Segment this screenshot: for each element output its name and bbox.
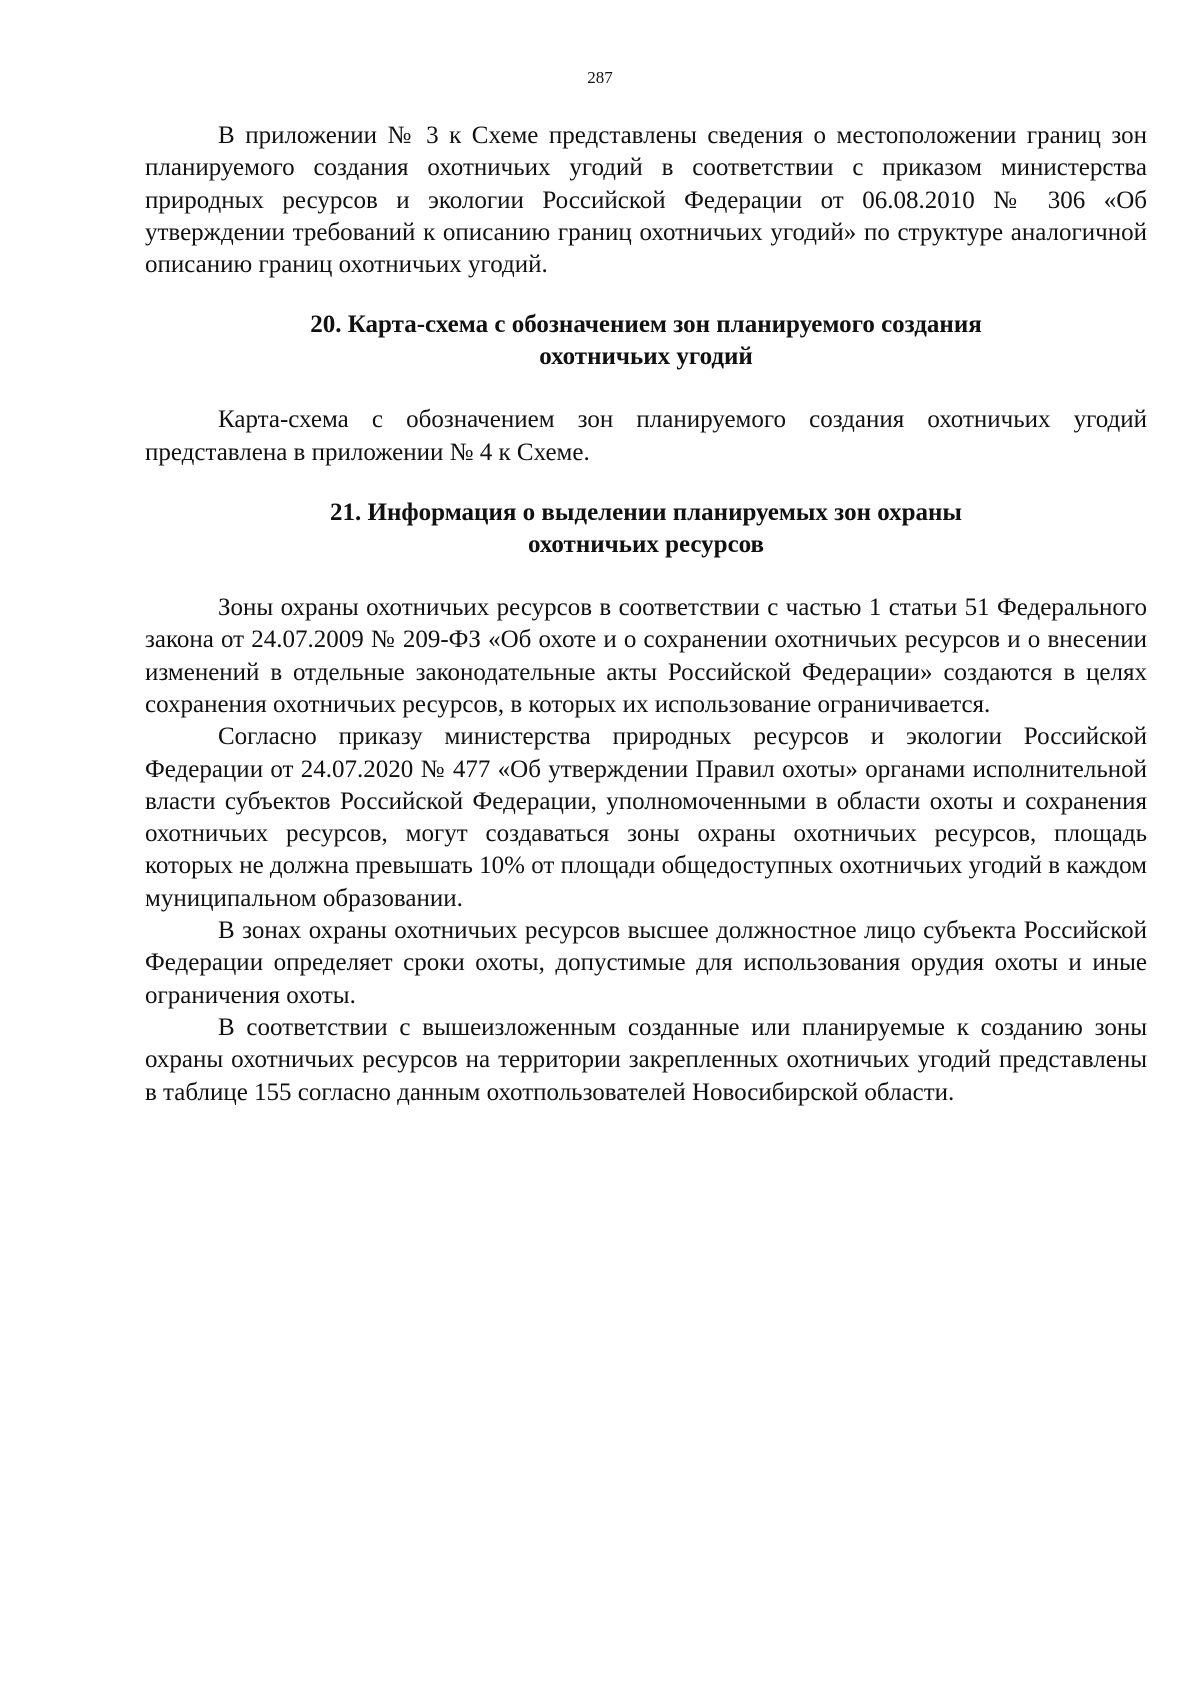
section-heading-21-line-1: 21. Информация о выделении планируемых зон охраны [330, 499, 962, 527]
paragraph-table-155: В соответствии с вышеизложенным созданные или планируемые к созданию зоны охраны охотничьих ресурсов на территории закрепленных охотничьих угодий представлены в таблице 155 согласно данным охотпользователей Новосибирской области. [145, 1013, 1147, 1106]
paragraph-hunting-restrictions: В зонах охраны охотничьих ресурсов высшее должностное лицо субъекта Российской Федерации определяет сроки охоты, допустимые для использования орудия охоты и иные ограничения охоты. [145, 917, 1147, 1009]
section-heading-20-line-1: 20. Карта-схема с обозначением зон планируемого создания [310, 311, 982, 339]
section-heading-21-line-2: охотничьих ресурсов [527, 531, 765, 559]
paragraph-map-scheme: Карта-схема с обозначением зон планируемого создания охотничьих угодий представлена в приложении № 4 к Схеме. [145, 406, 1147, 466]
paragraph-order-477: Согласно приказу министерства природных ресурсов и экологии Российской Федерации от 24.07.2020 № 477 «Об утверждении Правил охоты» органами исполнительной власти субъектов Российской Федерации, уполномоченными в области охоты и сохранения охотничьих ресурсов, могут создаваться зоны охраны охотничьих ресурсов, площадь которых не должна превышать 10% от площади общедоступных охотничьих угодий в каждом муниципальном образовании. [145, 723, 1147, 912]
section-heading-21 [145, 497, 1147, 561]
page-number: 287 [587, 68, 613, 87]
paragraph-appendix-3: В приложении № 3 к Схеме представлены сведения о местоположении границ зон планируемого создания охотничьих угодий в соответствии с приказом министерства природных ресурсов и экологии Российской Федерации от 06.08.2010 № 306 «Об утверждении требований к описанию границ охотничьих угодий» по структуре аналогичной описанию границ охотничьих угодий. [145, 122, 1147, 279]
section-heading-20 [145, 309, 1147, 373]
section-heading-20-line-2: охотничьих угодий [539, 343, 753, 371]
paragraph-protection-zones: Зоны охраны охотничьих ресурсов в соответствии с частью 1 статьи 51 Федерального закона от 24.07.2009 № 209-ФЗ «Об охоте и о сохранении охотничьих ресурсов и о внесении изменений в отдельные законодательные акты Российской Федерации» создаются в целях сохранения охотничьих ресурсов, в которых их использование ограничивается. [145, 594, 1147, 718]
document-body [145, 120, 1147, 1109]
